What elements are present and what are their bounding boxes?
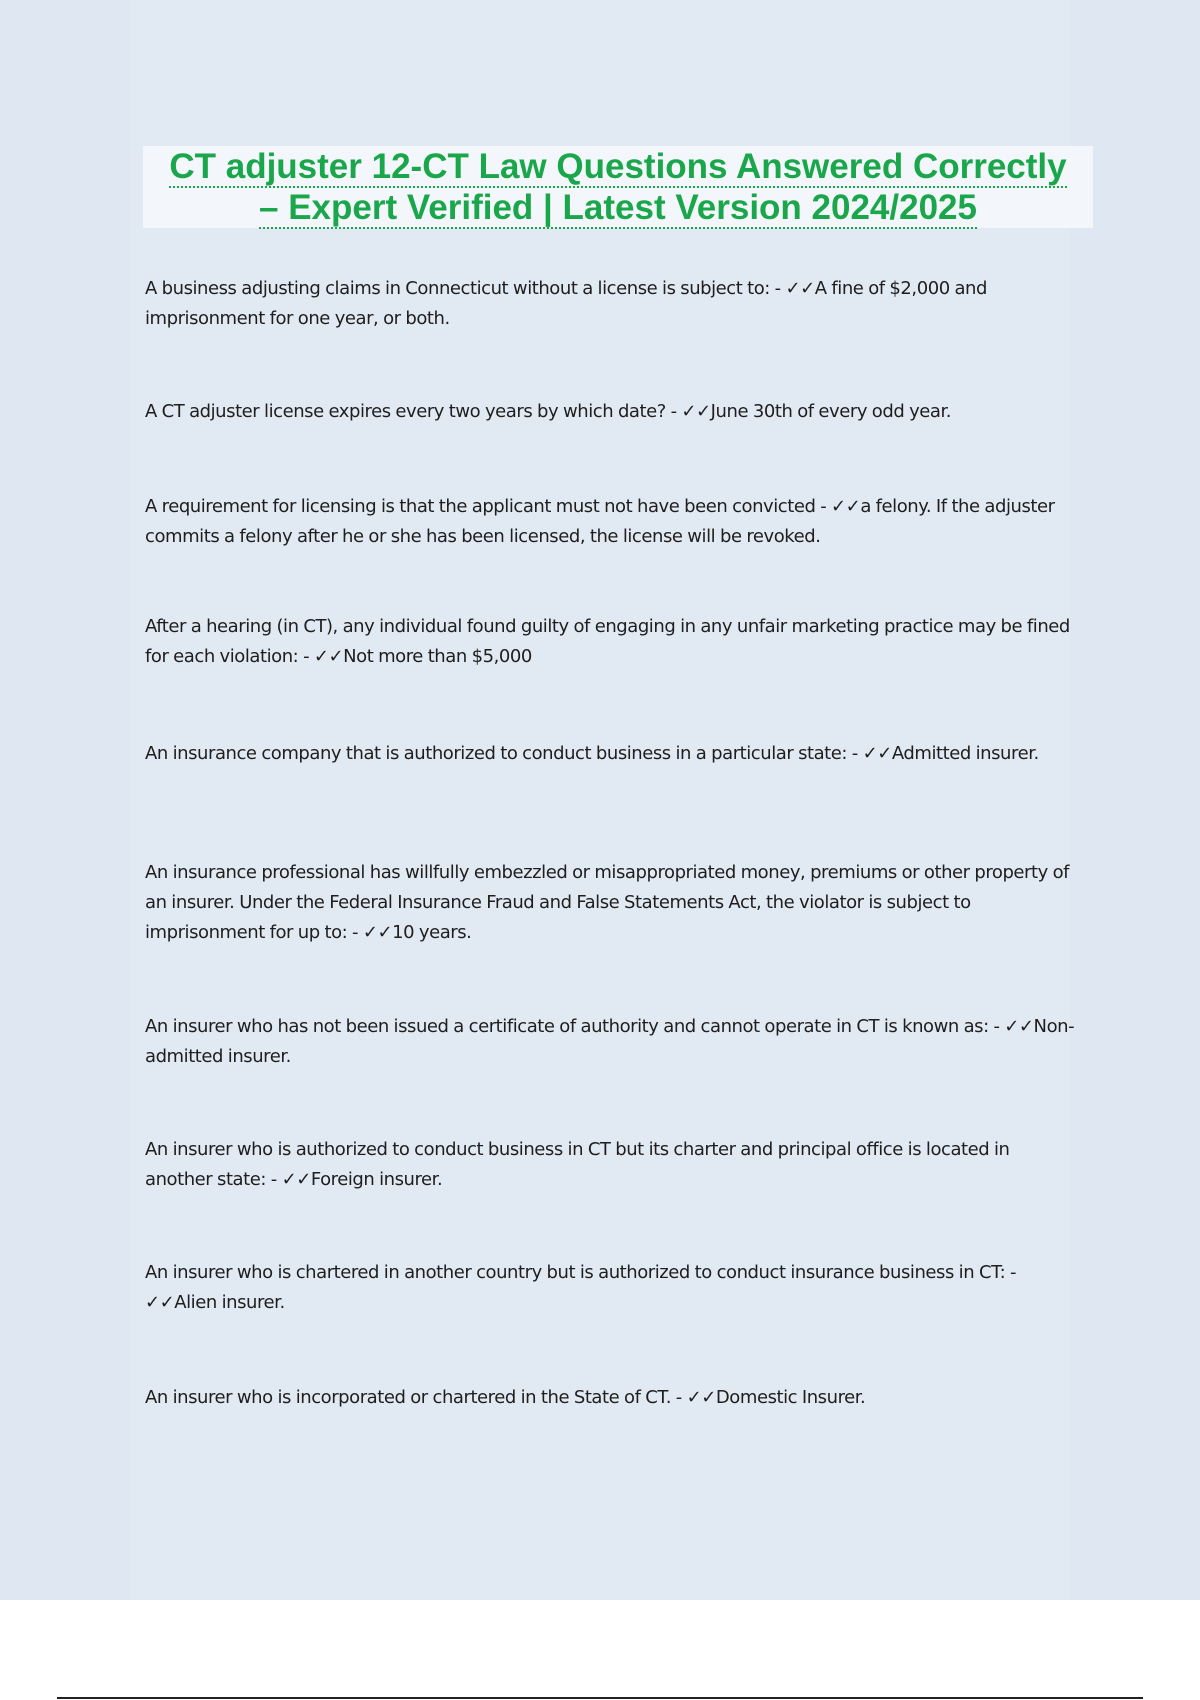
qa-item-5: An insurance company that is authorized to conduct business in a particular state: - ✓✓Admitted insurer. xyxy=(145,743,1039,764)
content-column xyxy=(130,0,1070,1600)
qa-item-2: A CT adjuster license expires every two years by which date? - ✓✓June 30th of every odd year. xyxy=(145,401,952,422)
qa-item-10: An insurer who is incorporated or chartered in the State of CT. - ✓✓Domestic Insurer. xyxy=(145,1387,866,1408)
qa-item-9: An insurer who is chartered in another country but is authorized to conduct insurance business in CT: - ✓✓Alien insurer. xyxy=(145,1262,1017,1313)
title-line-1: CT adjuster 12-CT Law Questions Answered Correctly xyxy=(169,147,1067,186)
qa-item-4: After a hearing (in CT), any individual found guilty of engaging in any unfair marketing practice may be fined for each violation: - ✓✓Not more than $5,000 xyxy=(145,616,1070,667)
qa-item-6: An insurance professional has willfully embezzled or misappropriated money, premiums or other property of an insurer. Under the Federal Insurance Fraud and False Statements Act, the violator is subject to imprisonment for up to: - ✓✓10 years. xyxy=(145,862,1070,943)
footer-rule xyxy=(57,1697,1143,1699)
qa-item-8: An insurer who is authorized to conduct business in CT but its charter and principal office is located in another state: - ✓✓Foreign insurer. xyxy=(145,1139,1010,1190)
document-title xyxy=(143,146,1093,228)
qa-item-3: A requirement for licensing is that the applicant must not have been convicted - ✓✓a felony. If the adjuster commits a felony after he or she has been licensed, the license will be revoked. xyxy=(145,496,1055,547)
title-line-2: – Expert Verified | Latest Version 2024/2025 xyxy=(259,188,977,227)
qa-item-7: An insurer who has not been issued a certificate of authority and cannot operate in CT is known as: - ✓✓Non-admitted insurer. xyxy=(145,1016,1075,1067)
qa-item-1: A business adjusting claims in Connecticut without a license is subject to: - ✓✓A fine of $2,000 and imprisonment for one year, or both. xyxy=(145,278,987,329)
